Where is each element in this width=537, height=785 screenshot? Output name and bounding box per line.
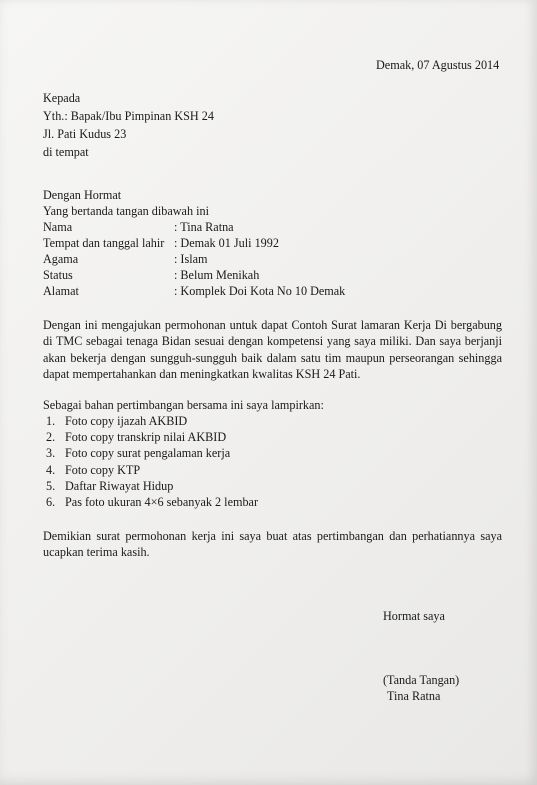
signature-label: (Tanda Tangan) [383,673,460,687]
list-text: Daftar Riwayat Hidup [65,478,174,493]
letter-date: Demak, 07 Agustus 2014 [376,58,500,72]
field-value: : Demak 01 Juli 1992 [174,236,279,250]
list-number: 5. [46,478,56,493]
field-label: Tempat dan tanggal lahir [43,236,165,250]
recipient-line: Kepada [43,91,81,105]
recipient-block [43,90,214,162]
field-value: : Komplek Doi Kota No 10 Demak [174,284,346,298]
list-number: 4. [46,462,56,477]
greeting-block [43,187,209,219]
field-value: : Tina Ratna [174,220,234,234]
field-label: Nama [43,220,73,234]
list-number: 6. [46,494,56,509]
field-label: Status [43,268,73,282]
list-number: 2. [46,430,56,445]
list-text: Foto copy ijazah AKBID [65,414,188,428]
salutation: Dengan Hormat [43,188,122,202]
recipient-line: Jl. Pati Kudus 23 [43,127,127,141]
field-value: : Belum Menikah [174,268,260,282]
list-number: 1. [46,414,56,428]
list-number: 3. [46,446,56,461]
recipient-line: di tempat [43,145,89,159]
attachments-intro: Sebagai bahan pertimbangan bersama ini saya lampirkan: [43,398,324,412]
signature-name: Tina Ratna [387,689,441,703]
closing-paragraph: Demikian surat permohonan kerja ini saya buat atas pertimbangan dan perhatiannya saya ucapkan terima kasih. [43,529,502,560]
list-text: Foto copy transkrip nilai AKBID [65,430,227,445]
field-label: Alamat [43,284,79,298]
field-label: Agama [43,252,79,266]
list-text: Pas foto ukuran 4×6 sebanyak 2 lembar [65,494,259,509]
field-value: : Islam [174,252,208,266]
list-text: Foto copy surat pengalaman kerja [65,446,231,461]
intro-line: Yang bertanda tangan dibawah ini [43,204,209,218]
recipient-line: Yth.: Bapak/Ibu Pimpinan KSH 24 [43,109,214,123]
body-paragraph: Dengan ini mengajukan permohonan untuk dapat Contoh Surat lamaran Kerja Di bergabung di TMC sebagai tenaga Bidan sesuai dengan kompetensi yang saya miliki. Dan saya berjanji akan bekerja dengan sungguh-sungguh baik dalam satu tim maupun perseorangan sehingga dapat mempertahankan dan meningkatkan kwalitas KSH 24 Pati. [43,318,502,381]
closing-phrase: Hormat saya [383,609,445,623]
list-text: Foto copy KTP [65,462,141,477]
